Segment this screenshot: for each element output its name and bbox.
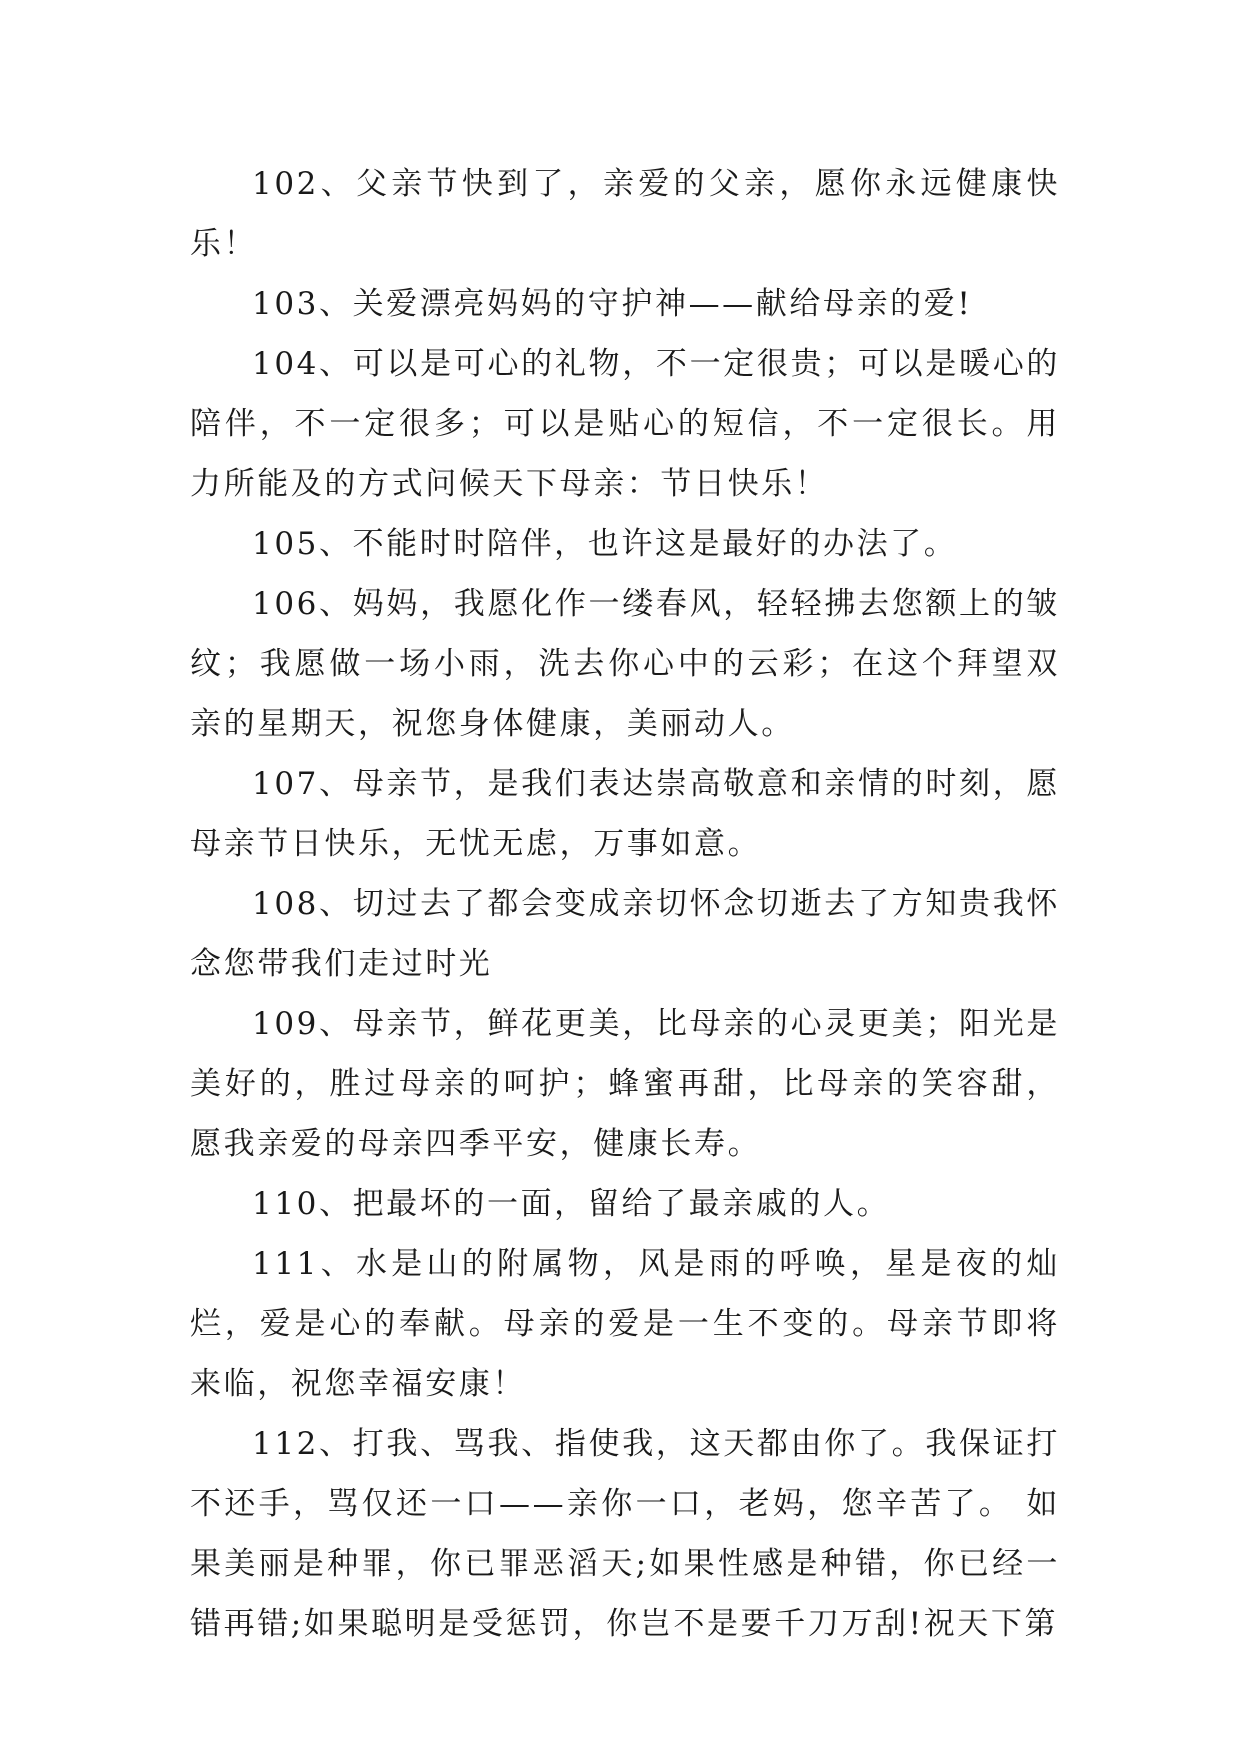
paragraph-108: 108、切过去了都会变成亲切怀念切逝去了方知贵我怀念您带我们走过时光 (190, 886, 1060, 982)
paragraph-112: 112、打我、骂我、指使我，这天都由你了。我保证打不还手，骂仅还一口——亲你一口，老妈，您辛苦了。 如果美丽是种罪，你已罪恶滔天;如果性感是种错，你已经一错再错;如果聪明是受惩罚，你岂不是要千刀万刮!祝天下第 (190, 1426, 1060, 1642)
paragraph-110: 110、把最坏的一面，留给了最亲戚的人。 (252, 1186, 891, 1222)
paragraph-107: 107、母亲节，是我们表达崇高敬意和亲情的时刻，愿母亲节日快乐，无忧无虑，万事如意。 (190, 766, 1060, 862)
paragraph-109: 109、母亲节，鲜花更美，比母亲的心灵更美；阳光是美好的，胜过母亲的呵护；蜂蜜再甜，比母亲的笑容甜，愿我亲爱的母亲四季平安，健康长寿。 (190, 1006, 1060, 1162)
document-body (190, 154, 1060, 1654)
paragraph-106: 106、妈妈，我愿化作一缕春风，轻轻拂去您额上的皱纹；我愿做一场小雨，洗去你心中的云彩；在这个拜望双亲的星期天，祝您身体健康，美丽动人。 (190, 586, 1060, 742)
paragraph-104: 104、可以是可心的礼物，不一定很贵；可以是暖心的陪伴，不一定很多；可以是贴心的短信，不一定很长。用力所能及的方式问候天下母亲：节日快乐！ (190, 346, 1060, 502)
paragraph-111: 111、水是山的附属物，风是雨的呼唤，星是夜的灿烂，爱是心的奉献。母亲的爱是一生不变的。母亲节即将来临，祝您幸福安康！ (190, 1246, 1060, 1402)
paragraph-103: 103、关爱漂亮妈妈的守护神——献给母亲的爱! (252, 286, 973, 322)
paragraph-102: 102、父亲节快到了，亲爱的父亲，愿你永远健康快乐！ (190, 166, 1060, 262)
paragraph-105: 105、不能时时陪伴，也许这是最好的办法了。 (252, 526, 958, 562)
